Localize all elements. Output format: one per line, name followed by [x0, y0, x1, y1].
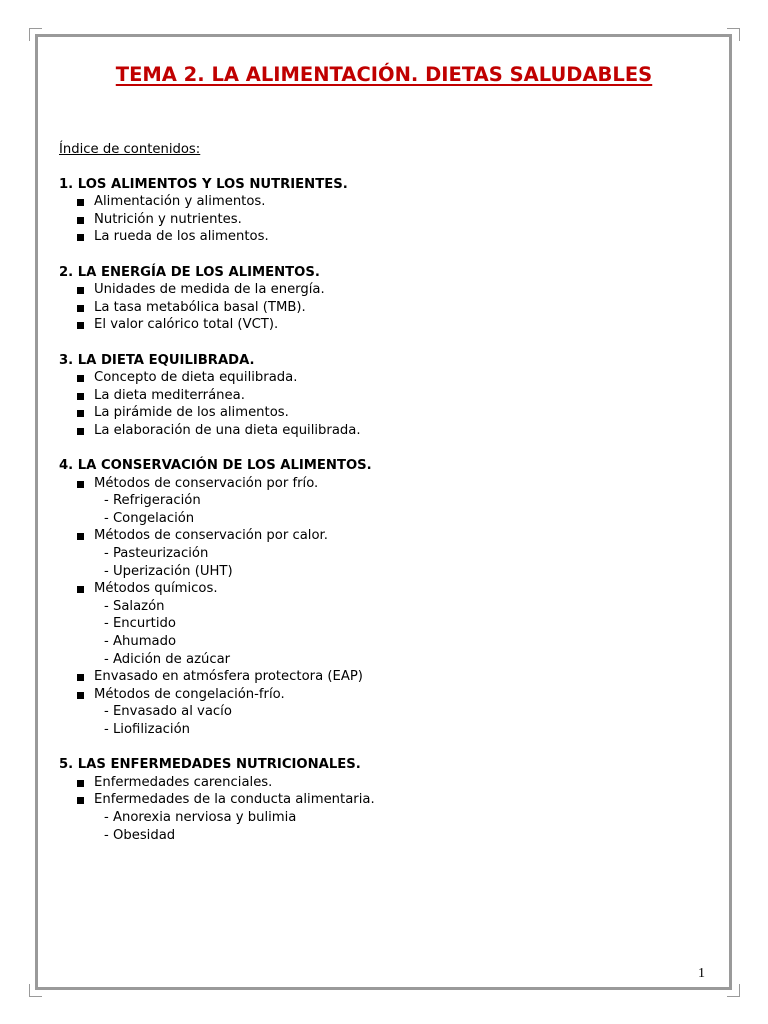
list-item — [59, 580, 709, 668]
section-title: 5. LAS ENFERMEDADES NUTRICIONALES. — [59, 757, 361, 773]
section-list — [59, 176, 709, 845]
sub-list-item: - Encurtido — [104, 616, 176, 632]
list-item-label: Alimentación y alimentos. — [94, 194, 266, 210]
list-item — [59, 668, 709, 686]
section-5 — [59, 756, 709, 844]
list-item — [59, 686, 709, 739]
sub-list-item: - Salazón — [104, 598, 165, 614]
section-item-list — [59, 193, 709, 246]
list-item — [59, 228, 709, 246]
sub-list-item: - Adición de azúcar — [104, 651, 231, 667]
list-item — [59, 281, 709, 299]
list-item — [59, 211, 709, 229]
list-item-label: Nutrición y nutrientes. — [94, 211, 242, 227]
list-item-label: Enfermedades de la conducta alimentaria. — [94, 792, 375, 808]
table-of-contents — [59, 141, 709, 862]
sub-list-item: - Refrigeración — [104, 493, 201, 509]
list-item-label: Métodos químicos. — [94, 581, 218, 597]
list-item — [59, 299, 709, 317]
section-item-list — [59, 281, 709, 334]
list-item — [59, 774, 709, 792]
square-bullet-icon — [77, 586, 84, 593]
document-title: TEMA 2. LA ALIMENTACIÓN. DIETAS SALUDABLES — [115, 63, 653, 86]
page-number: 1 — [698, 966, 705, 981]
square-bullet-icon — [77, 410, 84, 417]
square-bullet-icon — [77, 674, 84, 681]
square-bullet-icon — [77, 481, 84, 488]
square-bullet-icon — [77, 533, 84, 540]
list-item — [59, 387, 709, 405]
section-title: 4. LA CONSERVACIÓN DE LOS ALIMENTOS. — [59, 458, 372, 474]
sub-item-list — [94, 492, 709, 527]
list-item-label: Métodos de conservación por frío. — [94, 475, 319, 491]
list-item-label: Unidades de medida de la energía. — [94, 282, 325, 298]
list-item — [59, 422, 709, 440]
square-bullet-icon — [77, 393, 84, 400]
list-item — [59, 369, 709, 387]
sub-list-item: - Pasteurización — [104, 546, 209, 562]
list-item-label: El valor calórico total (VCT). — [94, 317, 279, 333]
list-item-label: La tasa metabólica basal (TMB). — [94, 299, 306, 315]
section-title: 3. LA DIETA EQUILIBRADA. — [59, 352, 255, 368]
list-item — [59, 791, 709, 844]
sub-list-item: - Congelación — [104, 510, 195, 526]
square-bullet-icon — [77, 797, 84, 804]
corner-mark-top-right — [727, 28, 740, 41]
corner-mark-bottom-left — [29, 984, 42, 997]
section-1 — [59, 176, 709, 246]
sub-list-item: - Envasado al vacío — [104, 704, 232, 720]
square-bullet-icon — [77, 322, 84, 329]
index-heading: Índice de contenidos: — [59, 142, 201, 157]
corner-mark-top-left — [29, 28, 42, 41]
sub-item-list — [94, 703, 709, 738]
list-item — [59, 527, 709, 580]
section-item-list — [59, 475, 709, 739]
sub-item-list — [94, 598, 709, 668]
square-bullet-icon — [77, 217, 84, 224]
sub-item-list — [94, 809, 709, 844]
list-item-label: La pirámide de los alimentos. — [94, 405, 289, 421]
list-item — [59, 404, 709, 422]
list-item-label: Concepto de dieta equilibrada. — [94, 370, 298, 386]
list-item — [59, 193, 709, 211]
square-bullet-icon — [77, 199, 84, 206]
section-item-list — [59, 369, 709, 439]
square-bullet-icon — [77, 287, 84, 294]
sub-item-list — [94, 545, 709, 580]
list-item-label: La dieta mediterránea. — [94, 387, 245, 403]
section-3 — [59, 352, 709, 440]
sub-list-item: - Uperización (UHT) — [104, 563, 233, 579]
sub-list-item: - Liofilización — [104, 722, 191, 737]
sub-list-item: - Obesidad — [104, 827, 176, 843]
list-item — [59, 316, 709, 334]
square-bullet-icon — [77, 780, 84, 787]
section-4 — [59, 457, 709, 739]
corner-mark-bottom-right — [727, 984, 740, 997]
square-bullet-icon — [77, 428, 84, 435]
square-bullet-icon — [77, 692, 84, 699]
section-title: 2. LA ENERGÍA DE LOS ALIMENTOS. — [59, 264, 320, 280]
list-item-label: La rueda de los alimentos. — [94, 229, 269, 245]
square-bullet-icon — [77, 234, 84, 241]
section-2 — [59, 264, 709, 334]
list-item — [59, 475, 709, 528]
section-title: 1. LOS ALIMENTOS Y LOS NUTRIENTES. — [59, 176, 348, 192]
list-item-label: Métodos de conservación por calor. — [94, 528, 328, 544]
square-bullet-icon — [77, 305, 84, 312]
sub-list-item: - Ahumado — [104, 634, 177, 650]
list-item-label: Métodos de congelación-frío. — [94, 686, 285, 702]
section-item-list — [59, 774, 709, 844]
sub-list-item: - Anorexia nerviosa y bulimia — [104, 809, 297, 825]
list-item-label: Enfermedades carenciales. — [94, 774, 273, 790]
list-item-label: La elaboración de una dieta equilibrada. — [94, 422, 361, 438]
list-item-label: Envasado en atmósfera protectora (EAP) — [94, 669, 363, 685]
square-bullet-icon — [77, 375, 84, 382]
